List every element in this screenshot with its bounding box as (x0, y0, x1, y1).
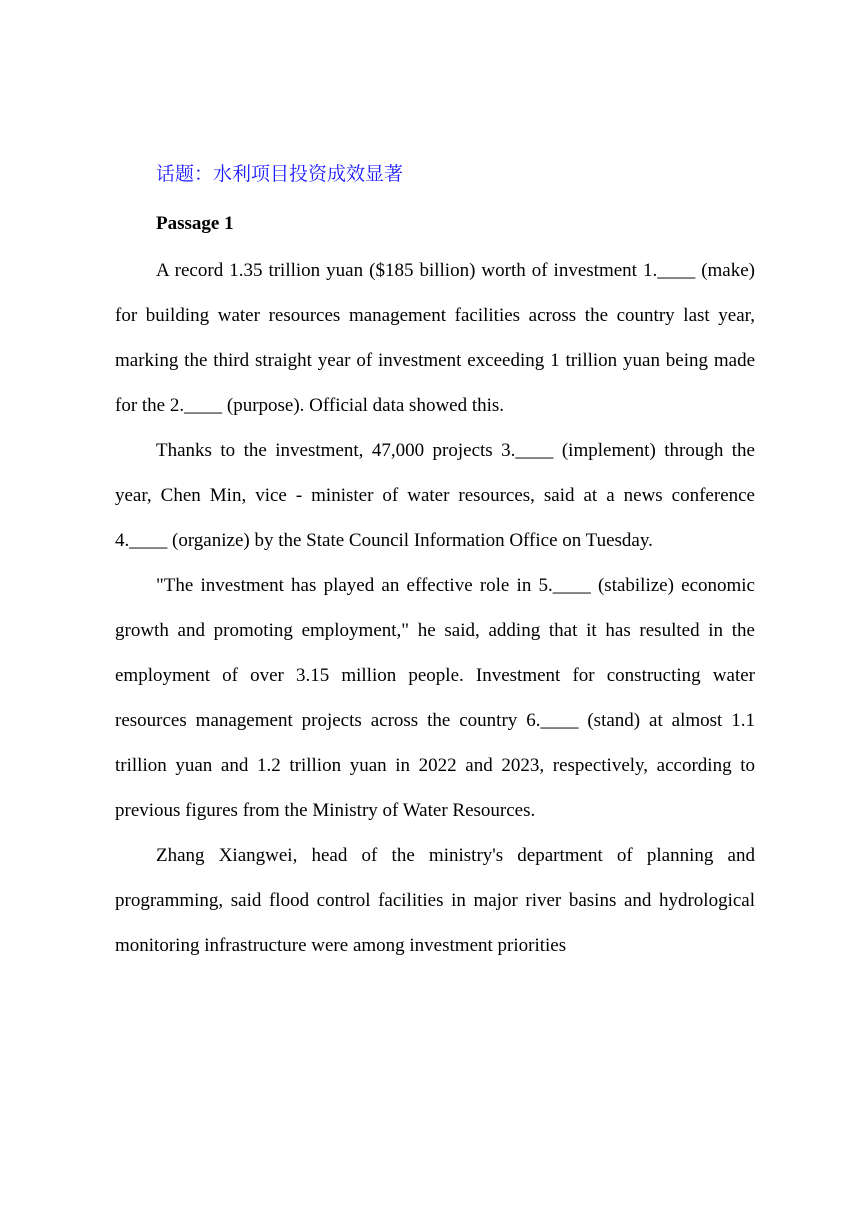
document-page (115, 150, 755, 968)
paragraph-2: Thanks to the investment, 47,000 projects 3.____ (implement) through the year, Chen Min, vice - minister of water resources, said at a news conference 4.____ (organize) by the State Council Information Office on Tuesday. (115, 440, 755, 551)
paragraph-1: A record 1.35 trillion yuan ($185 billion) worth of investment 1.____ (make) for building water resources management facilities across the country last year, marking the third straight year of investment exceeding 1 trillion yuan being made for the 2.____ (purpose). Official data showed this. (115, 260, 755, 416)
paragraph-3: "The investment has played an effective role in 5.____ (stabilize) economic growth and promoting employment," he said, adding that it has resulted in the employment of over 3.15 million people. Investment for constructing water resources management projects across the country 6.____ (stand) at almost 1.1 trillion yuan and 1.2 trillion yuan in 2022 and 2023, respectively, according to previous figures from the Ministry of Water Resources. (115, 575, 755, 821)
passage-title: Passage 1 (156, 213, 234, 234)
paragraph-4: Zhang Xiangwei, head of the ministry's department of planning and programming, said flood control facilities in major river basins and hydrological monitoring infrastructure were among investment priorities (115, 845, 755, 956)
topic-heading: 话题：水利项目投资成效显著 (156, 163, 404, 185)
